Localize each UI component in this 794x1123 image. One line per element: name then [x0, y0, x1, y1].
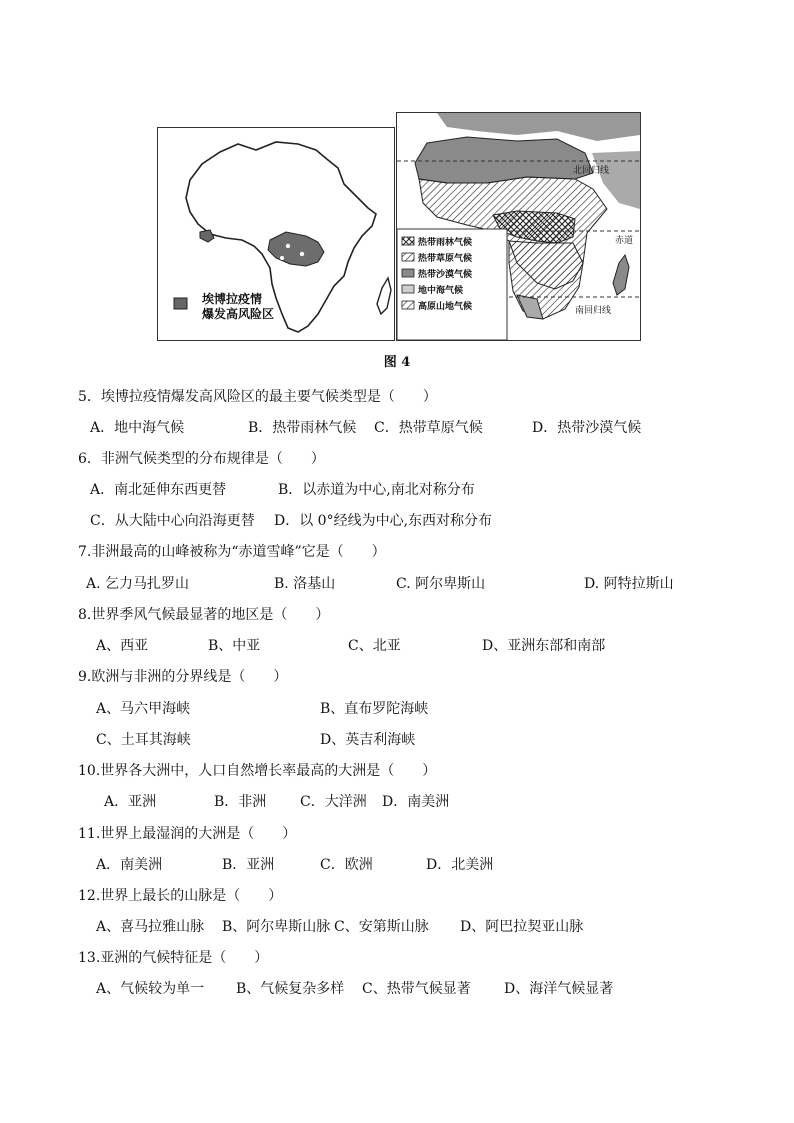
q13-option-c[interactable]: C、热带气候显著 [362, 981, 471, 997]
legend-mediterranean: 地中海气候 [418, 286, 464, 296]
question-5: 5．埃博拉疫情爆发高风险区的最主要气候类型是（ ） [78, 389, 437, 405]
q9-option-b[interactable]: B、直布罗陀海峡 [320, 701, 429, 717]
q13-option-b[interactable]: B、气候复杂多样 [236, 981, 345, 997]
q9-option-c[interactable]: C、土耳其海峡 [96, 732, 191, 748]
ebola-legend [202, 292, 274, 322]
q7-option-b[interactable]: B. 洛基山 [274, 576, 336, 592]
q12-option-a[interactable]: A、喜马拉雅山脉 [96, 919, 205, 935]
q5-option-a[interactable]: A．地中海气候 [90, 420, 185, 436]
q7-option-a[interactable]: A. 乞力马扎罗山 [86, 576, 190, 592]
africa-figure [157, 112, 641, 342]
question-12: 12.世界上最长的山脉是（ ） [78, 888, 283, 904]
q11-option-a[interactable]: A．南美洲 [96, 857, 163, 873]
q10-option-b[interactable]: B．非洲 [214, 794, 267, 810]
q10-option-a[interactable]: A．亚洲 [104, 794, 157, 810]
q12-option-c[interactable]: C、安第斯山脉 [334, 919, 429, 935]
ebola-risk-map [157, 127, 395, 341]
madagascar [613, 255, 629, 295]
q9-option-a[interactable]: A、马六甲海峡 [96, 701, 191, 717]
question-6: 6．非洲气候类型的分布规律是（ ） [78, 451, 325, 467]
climate-map [396, 112, 641, 341]
q5-option-b[interactable]: B．热带雨林气候 [248, 420, 357, 436]
question-13: 13.亚洲的气候特征是（ ） [78, 950, 269, 966]
tropic-north-label: 北回归线 [573, 166, 610, 176]
q7-option-d[interactable]: D. 阿特拉斯山 [584, 576, 674, 592]
southern-africa [509, 241, 583, 319]
q7-option-c[interactable]: C. 阿尔卑斯山 [396, 576, 486, 592]
legend-highland: 高原山地气候 [418, 302, 473, 312]
q11-option-d[interactable]: D．北美洲 [426, 857, 494, 873]
africa-outline-map [158, 128, 394, 340]
q11-option-b[interactable]: B．亚洲 [222, 857, 275, 873]
q11-option-c[interactable]: C．欧洲 [320, 857, 373, 873]
climate-legend [418, 235, 472, 315]
figure-caption: 图 4 [383, 355, 411, 370]
q8-option-a[interactable]: A、西亚 [96, 638, 149, 654]
q8-option-d[interactable]: D、亚洲东部和南部 [482, 638, 606, 654]
q6-option-a[interactable]: A．南北延伸东西更替 [90, 482, 227, 498]
tropic-south-label: 南回归线 [575, 306, 612, 316]
question-8: 8.世界季风气候最显著的地区是（ ） [78, 607, 330, 623]
q8-option-c[interactable]: C、北亚 [348, 638, 401, 654]
q9-option-d[interactable]: D、英吉利海峡 [320, 732, 416, 748]
question-11: 11.世界上最湿润的大洲是（ ） [78, 826, 297, 842]
desert-zone [415, 137, 593, 183]
q6-option-d[interactable]: D．以 0°经线为中心,东西对称分布 [274, 513, 493, 529]
q10-option-c[interactable]: C．大洋洲 [300, 794, 367, 810]
q13-option-d[interactable]: D、海洋气候显著 [504, 981, 614, 997]
q6-option-c[interactable]: C．从大陆中心向沿海更替 [90, 513, 255, 529]
ebola-legend-line2: 爆发高风险区 [202, 307, 275, 321]
q8-option-b[interactable]: B、中亚 [208, 638, 261, 654]
legend-savanna: 热带草原气候 [418, 254, 473, 264]
legend-rainforest: 热带雨林气候 [418, 238, 473, 248]
q13-option-a[interactable]: A、气候较为单一 [96, 981, 205, 997]
question-7: 7.非洲最高的山峰被称为“赤道雪峰”它是（ ） [78, 544, 386, 560]
question-10: 10.世界各大洲中，人口自然增长率最高的大洲是（ ） [78, 763, 437, 779]
madagascar [377, 278, 391, 314]
ebola-legend-line1: 埃博拉疫情 [202, 292, 263, 306]
question-9: 9.欧洲与非洲的分界线是（ ） [78, 669, 288, 685]
q5-option-d[interactable]: D．热带沙漠气候 [532, 420, 642, 436]
legend-desert: 热带沙漠气候 [418, 270, 473, 280]
q12-option-b[interactable]: B、阿尔卑斯山脉 [222, 919, 331, 935]
q10-option-d[interactable]: D．南美洲 [382, 794, 450, 810]
q12-option-d[interactable]: D、阿巴拉契亚山脉 [460, 919, 584, 935]
q6-option-b[interactable]: B．以赤道为中心,南北对称分布 [278, 482, 475, 498]
q5-option-c[interactable]: C．热带草原气候 [374, 420, 483, 436]
equator-label: 赤道 [615, 236, 634, 246]
legend-swatch [174, 298, 187, 309]
